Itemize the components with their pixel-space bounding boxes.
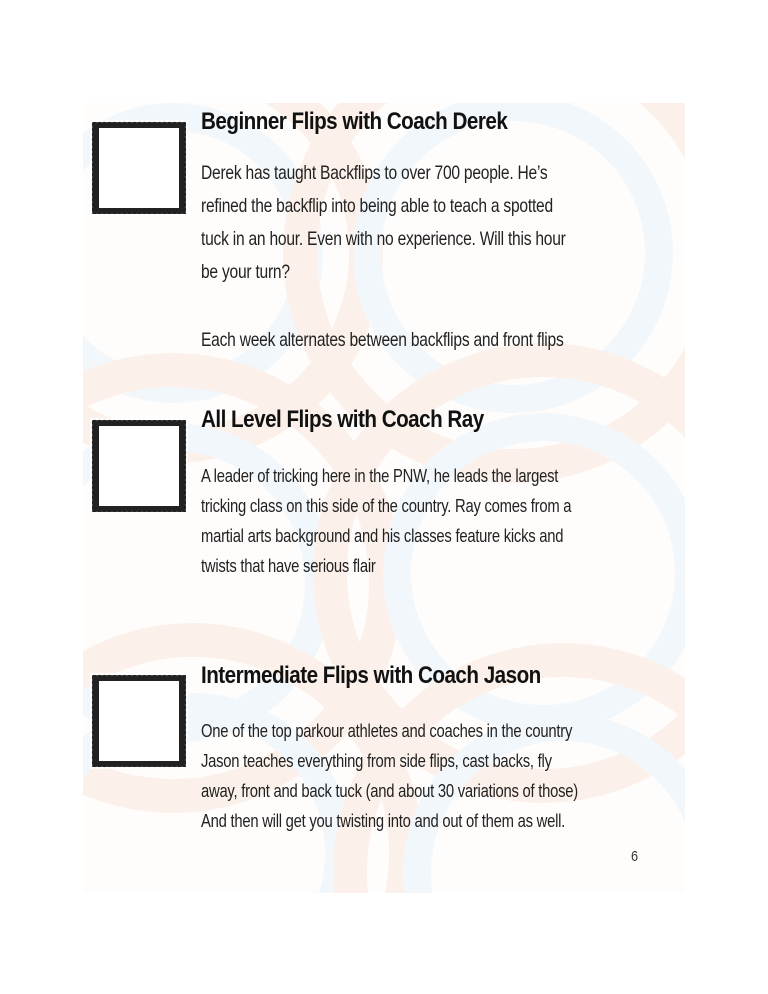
section-title: Intermediate Flips with Coach Jason	[201, 662, 541, 689]
description-line: One of the top parkour athletes and coaches in the country	[201, 720, 573, 741]
section-description	[201, 157, 566, 289]
description-line: Jason teaches everything from side flips, cast backs, fly	[201, 750, 552, 771]
description-line: A leader of tricking here in the PNW, he leads the largest	[201, 465, 559, 486]
section-description	[201, 716, 578, 836]
description-line: Derek has taught Backflips to over 700 people. He’s	[201, 162, 548, 184]
section-description	[201, 461, 571, 581]
description-line: refined the backflip into being able to teach a spotted	[201, 195, 553, 217]
description-line: away, front and back tuck (and about 30 variations of those)	[201, 780, 578, 801]
page-number: 6	[631, 848, 639, 865]
postage-stamp-frame-icon	[90, 418, 188, 514]
postage-stamp-frame-icon	[90, 673, 188, 769]
description-line: And then will get you twisting into and out of them as well.	[201, 810, 566, 831]
description-line: martial arts background and his classes feature kicks and	[201, 525, 564, 546]
description-line: tuck in an hour. Even with no experience. Will this hour	[201, 228, 566, 250]
description-line: twists that have serious flair	[201, 555, 376, 576]
section-title: Beginner Flips with Coach Derek	[201, 108, 508, 135]
postage-stamp-frame-icon	[90, 120, 188, 216]
schedule-note: Each week alternates between backflips and front flips	[201, 329, 564, 351]
description-line: be your turn?	[201, 261, 290, 283]
description-line: tricking class on this side of the country. Ray comes from a	[201, 495, 572, 516]
section-title: All Level Flips with Coach Ray	[201, 406, 484, 433]
